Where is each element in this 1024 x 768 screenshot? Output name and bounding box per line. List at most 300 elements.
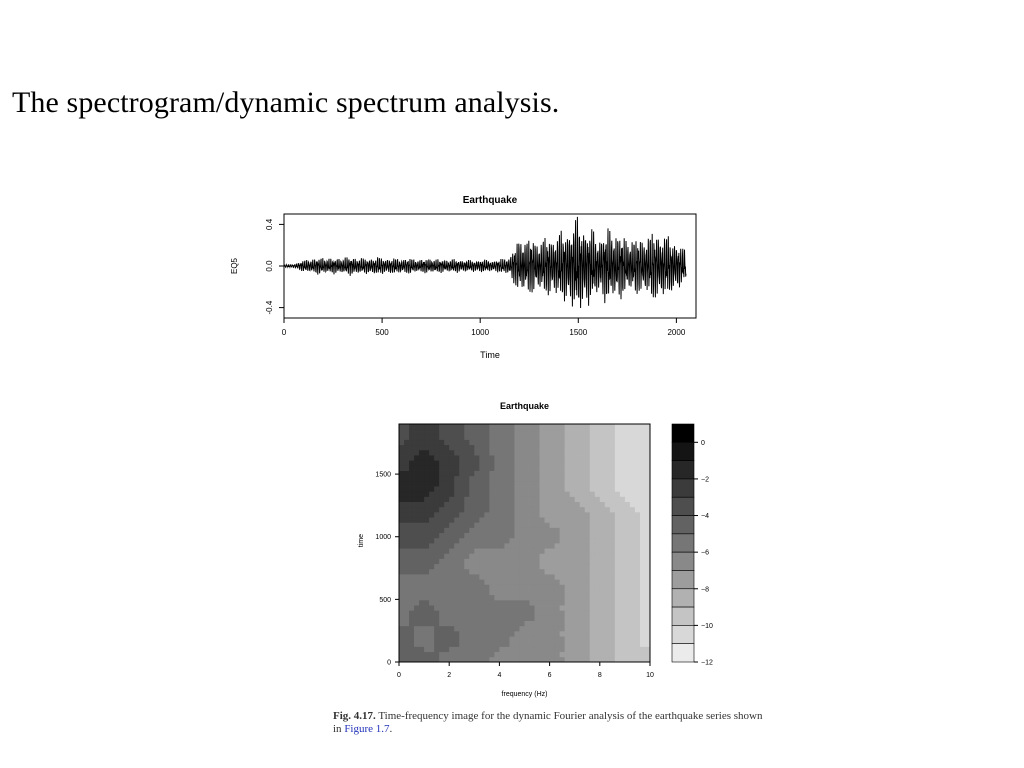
spectrogram-cell <box>630 522 635 528</box>
spectrogram-cell <box>504 595 509 601</box>
spectrogram-cell <box>630 496 635 502</box>
spectrogram-cell <box>434 652 439 658</box>
spectrogram-cell <box>540 579 545 585</box>
spectrogram-cell <box>620 631 625 637</box>
spectrogram-cell <box>489 559 494 565</box>
spectrogram-cell <box>635 636 640 642</box>
spectrogram-cell <box>519 621 524 627</box>
spectrogram-cell <box>414 533 419 539</box>
spectrogram-cell <box>580 600 585 606</box>
spectrogram-cell <box>570 527 575 533</box>
spectrogram-cell <box>419 579 424 585</box>
spectrogram-cell <box>565 543 570 549</box>
spectrogram-cell <box>519 465 524 471</box>
spectrogram-cell <box>550 636 555 642</box>
spectrogram-cell <box>454 533 459 539</box>
spectrogram-cell <box>514 543 519 549</box>
spectrogram-cell <box>424 636 429 642</box>
spectrogram-cell <box>474 595 479 601</box>
spectrogram-cell <box>424 533 429 539</box>
spectrogram-cell <box>479 481 484 487</box>
spectrogram-cell <box>640 491 645 497</box>
spectrogram-cell <box>464 538 469 544</box>
spectrogram-cell <box>530 600 535 606</box>
spectrogram-cell <box>454 424 459 430</box>
spectrogram-cell <box>519 564 524 570</box>
spectrogram-cell <box>474 434 479 440</box>
spectrogram-cell <box>399 502 404 508</box>
spectrogram-cell <box>469 595 474 601</box>
spectrogram-cell <box>414 584 419 590</box>
spectrogram-cell <box>514 610 519 616</box>
spectrogram-cell <box>640 465 645 471</box>
spectrogram-cell <box>499 502 504 508</box>
spectrogram-cell <box>434 522 439 528</box>
spectrogram-cell <box>494 522 499 528</box>
spectrogram-cell <box>595 652 600 658</box>
spectrogram-cell <box>519 533 524 539</box>
spectrogram-cell <box>434 434 439 440</box>
spectrogram-cell <box>610 424 615 430</box>
spectrogram-cell <box>600 460 605 466</box>
spectrogram-cell <box>630 512 635 518</box>
figure-caption <box>333 710 773 736</box>
spectrogram-cell <box>424 465 429 471</box>
spectrogram-cell <box>585 471 590 477</box>
spectrogram-cell <box>399 476 404 482</box>
spectrogram-cell <box>570 600 575 606</box>
spectrogram-cell <box>560 564 565 570</box>
spectrogram-cell <box>565 538 570 544</box>
spectrogram-cell <box>399 496 404 502</box>
spectrogram-cell <box>620 522 625 528</box>
spectrogram-cell <box>499 610 504 616</box>
spectrogram-cell <box>414 445 419 451</box>
spectrogram-cell <box>414 460 419 466</box>
spectrogram-cell <box>580 553 585 559</box>
spectrogram-cell <box>509 434 514 440</box>
spectrogram-cell <box>399 512 404 518</box>
spectrogram-cell <box>494 615 499 621</box>
spectrogram-cell <box>570 553 575 559</box>
spectrogram-cell <box>565 610 570 616</box>
spectrogram-cell <box>570 455 575 461</box>
spectrogram-cell <box>479 564 484 570</box>
spectrogram-cell <box>550 533 555 539</box>
spectrogram-cell <box>439 626 444 632</box>
spectrogram-cell <box>590 636 595 642</box>
spectrogram-cell <box>444 460 449 466</box>
spectrogram-cell <box>489 434 494 440</box>
spectrogram-cell <box>419 471 424 477</box>
spectrogram-cell <box>439 559 444 565</box>
spectrogram-cell <box>535 481 540 487</box>
spectrogram-cell <box>454 559 459 565</box>
spectrogram-cell <box>615 626 620 632</box>
spectrogram-cell <box>535 424 540 430</box>
spectrogram-cell <box>640 533 645 539</box>
spectrogram-cell <box>409 486 414 492</box>
spectrogram-cell <box>429 434 434 440</box>
spectrogram-cell <box>439 434 444 440</box>
spectrogram-cell <box>620 460 625 466</box>
spectrogram-cell <box>595 605 600 611</box>
spectrogram-cell <box>530 450 535 456</box>
spectrogram-cell <box>504 434 509 440</box>
spectrogram-cell <box>424 579 429 585</box>
spectrogram-cell <box>514 491 519 497</box>
spectrogram-cell <box>514 496 519 502</box>
spectrogram-cell <box>540 517 545 523</box>
spectrogram-cell <box>620 559 625 565</box>
spectrogram-cell <box>565 564 570 570</box>
spectrogram-cell <box>409 445 414 451</box>
spectrogram-cell <box>409 434 414 440</box>
spectrogram-cell <box>499 564 504 570</box>
spectrogram-cell <box>525 631 530 637</box>
spectrogram-cell <box>575 502 580 508</box>
spectrogram-cell <box>620 502 625 508</box>
x-tick-label: 4 <box>497 672 502 679</box>
spectrogram-cell <box>640 605 645 611</box>
spectrogram-cell <box>494 636 499 642</box>
spectrogram-cell <box>575 559 580 565</box>
spectrogram-cell <box>615 424 620 430</box>
spectrogram-cell <box>519 579 524 585</box>
spectrogram-cell <box>565 502 570 508</box>
spectrogram-cell <box>459 564 464 570</box>
spectrogram-cell <box>419 455 424 461</box>
spectrogram-cell <box>419 429 424 435</box>
spectrogram-cell <box>590 595 595 601</box>
spectrogram-cell <box>484 652 489 658</box>
spectrogram-cell <box>545 646 550 652</box>
x-tick-label: 0 <box>281 328 287 337</box>
spectrogram-cell <box>610 579 615 585</box>
spectrogram-cell <box>630 460 635 466</box>
spectrogram-cell <box>640 543 645 549</box>
spectrogram-cell <box>630 584 635 590</box>
spectrogram-cell <box>635 579 640 585</box>
spectrogram-cell <box>575 434 580 440</box>
spectrogram-cell <box>525 641 530 647</box>
spectrogram-cell <box>570 486 575 492</box>
spectrogram-cell <box>610 512 615 518</box>
spectrogram-cell <box>640 636 645 642</box>
spectrogram-cell <box>635 481 640 487</box>
spectrogram-cell <box>419 543 424 549</box>
spectrogram-cell <box>565 548 570 554</box>
spectrogram-cell <box>535 517 540 523</box>
spectrogram-cell <box>484 476 489 482</box>
colorbar-swatch <box>672 607 694 625</box>
spectrogram-cell <box>479 538 484 544</box>
spectrogram-cell <box>570 496 575 502</box>
spectrogram-cell <box>514 450 519 456</box>
spectrogram-cell <box>454 486 459 492</box>
spectrogram-cell <box>459 491 464 497</box>
spectrogram-cell <box>640 626 645 632</box>
spectrogram-cell <box>565 434 570 440</box>
spectrogram-cell <box>419 559 424 565</box>
spectrogram-cell <box>444 553 449 559</box>
spectrogram-cell <box>530 605 535 611</box>
spectrogram-cell <box>424 517 429 523</box>
spectrogram-cell <box>459 429 464 435</box>
spectrogram-cell <box>419 538 424 544</box>
spectrogram-cell <box>545 553 550 559</box>
spectrogram-cell <box>620 543 625 549</box>
spectrogram-cell <box>610 621 615 627</box>
spectrogram-cell <box>545 605 550 611</box>
spectrogram-cell <box>489 460 494 466</box>
spectrogram-cell <box>590 631 595 637</box>
spectrogram-cell <box>610 553 615 559</box>
spectrogram-cell <box>414 476 419 482</box>
spectrogram-cell <box>525 496 530 502</box>
spectrogram-cell <box>399 646 404 652</box>
spectrogram-cell <box>540 533 545 539</box>
spectrogram-cell <box>630 631 635 637</box>
spectrogram-cell <box>519 481 524 487</box>
spectrogram-cell <box>540 476 545 482</box>
spectrogram-cell <box>585 517 590 523</box>
spectrogram-cell <box>514 584 519 590</box>
spectrogram-cell <box>555 615 560 621</box>
spectrogram-cell <box>560 641 565 647</box>
spectrogram-cell <box>439 574 444 580</box>
spectrogram-cell <box>640 522 645 528</box>
spectrogram-cell <box>504 610 509 616</box>
spectrogram-cell <box>434 455 439 461</box>
spectrogram-cell <box>620 584 625 590</box>
spectrogram-cell <box>504 476 509 482</box>
spectrogram-cell <box>630 646 635 652</box>
spectrogram-cell <box>459 605 464 611</box>
spectrogram-cell <box>414 579 419 585</box>
spectrogram-cell <box>630 440 635 446</box>
spectrogram-cell <box>449 579 454 585</box>
spectrogram-cell <box>550 481 555 487</box>
spectrogram-cell <box>560 481 565 487</box>
spectrogram-cell <box>620 595 625 601</box>
spectrogram-cell <box>514 646 519 652</box>
slide-title: The spectrogram/dynamic spectrum analysis. <box>12 86 560 119</box>
spectrogram-cell <box>590 460 595 466</box>
spectrogram-cell <box>469 445 474 451</box>
spectrogram-cell <box>414 553 419 559</box>
spectrogram-cell <box>514 605 519 611</box>
spectrogram-cell <box>509 445 514 451</box>
spectrogram-cell <box>525 424 530 430</box>
spectrogram-cell <box>459 460 464 466</box>
spectrogram-cell <box>525 502 530 508</box>
spectrogram-cell <box>459 434 464 440</box>
spectrogram-cell <box>489 621 494 627</box>
spectrogram-cell <box>449 595 454 601</box>
spectrogram-cell <box>464 569 469 575</box>
spectrogram-cell <box>519 636 524 642</box>
spectrogram-cell <box>464 445 469 451</box>
spectrogram-cell <box>464 652 469 658</box>
spectrogram-cell <box>454 445 459 451</box>
spectrogram-cell <box>610 538 615 544</box>
spectrogram-cell <box>444 579 449 585</box>
spectrogram-cell <box>625 652 630 658</box>
spectrogram-cell <box>625 527 630 533</box>
x-tick-label: 6 <box>547 672 552 679</box>
spectrogram-cell <box>600 574 605 580</box>
spectrogram-cell <box>504 522 509 528</box>
spectrogram-cell <box>514 621 519 627</box>
spectrogram-cell <box>635 605 640 611</box>
spectrogram-cell <box>600 481 605 487</box>
spectrogram-cell <box>595 465 600 471</box>
spectrogram-cell <box>620 564 625 570</box>
spectrogram-cell <box>620 569 625 575</box>
spectrogram-cell <box>560 636 565 642</box>
spectrogram-cell <box>494 610 499 616</box>
spectrogram-cell <box>399 621 404 627</box>
spectrogram-cell <box>399 652 404 658</box>
spectrogram-cell <box>530 584 535 590</box>
spectrogram-cell <box>595 584 600 590</box>
spectrogram-cell <box>469 600 474 606</box>
spectrogram-cell <box>464 429 469 435</box>
spectrogram-cell <box>625 434 630 440</box>
spectrogram-cell <box>625 574 630 580</box>
spectrogram-cell <box>429 600 434 606</box>
spectrogram-cell <box>525 455 530 461</box>
spectrogram-cell <box>580 455 585 461</box>
spectrogram-cell <box>439 533 444 539</box>
spectrogram-cell <box>570 471 575 477</box>
spectrogram-cell <box>459 595 464 601</box>
spectrogram-cell <box>449 543 454 549</box>
spectrogram-cell <box>504 507 509 513</box>
spectrogram-cell <box>439 522 444 528</box>
spectrogram-cell <box>509 600 514 606</box>
chart-title: Earthquake <box>462 195 518 206</box>
spectrogram-cell <box>519 440 524 446</box>
spectrogram-cell <box>615 455 620 461</box>
spectrogram-cell <box>640 517 645 523</box>
spectrogram-cell <box>439 502 444 508</box>
spectrogram-cell <box>419 424 424 430</box>
spectrogram-cell <box>489 584 494 590</box>
spectrogram-cell <box>454 590 459 596</box>
spectrogram-cell <box>580 522 585 528</box>
spectrogram-cell <box>454 491 459 497</box>
spectrogram-cell <box>404 543 409 549</box>
spectrogram-cell <box>489 548 494 554</box>
spectrogram-cell <box>519 652 524 658</box>
spectrogram-cell <box>494 631 499 637</box>
spectrogram-cell <box>404 496 409 502</box>
spectrogram-cell <box>585 641 590 647</box>
spectrogram-cell <box>610 564 615 570</box>
spectrogram-cell <box>590 471 595 477</box>
spectrogram-cell <box>575 636 580 642</box>
spectrogram-cell <box>585 502 590 508</box>
figure-reference-link[interactable]: Figure 1.7 <box>344 723 390 735</box>
spectrogram-cell <box>640 507 645 513</box>
spectrogram-cell <box>530 559 535 565</box>
spectrogram-cell <box>434 636 439 642</box>
spectrogram-cell <box>464 636 469 642</box>
spectrogram-cell <box>580 584 585 590</box>
spectrogram-cell <box>489 636 494 642</box>
spectrogram-cell <box>469 574 474 580</box>
spectrogram-cell <box>504 615 509 621</box>
spectrogram-cell <box>635 595 640 601</box>
spectrogram-cell <box>630 543 635 549</box>
spectrogram-cell <box>499 600 504 606</box>
earthquake-timeseries-chart <box>222 188 712 366</box>
spectrogram-cell <box>479 496 484 502</box>
spectrogram-cell <box>454 471 459 477</box>
spectrogram-cell <box>514 481 519 487</box>
spectrogram-cell <box>459 626 464 632</box>
spectrogram-cell <box>479 517 484 523</box>
spectrogram-cell <box>474 486 479 492</box>
colorbar-tick-label: −10 <box>701 622 713 630</box>
spectrogram-cell <box>499 476 504 482</box>
spectrogram-cell <box>519 559 524 565</box>
spectrogram-cell <box>595 548 600 554</box>
spectrogram-cell <box>580 543 585 549</box>
spectrogram-cell <box>540 631 545 637</box>
spectrogram-cell <box>600 595 605 601</box>
spectrogram-cell <box>399 471 404 477</box>
spectrogram-cell <box>454 538 459 544</box>
spectrogram-cell <box>474 626 479 632</box>
spectrogram-cell <box>585 440 590 446</box>
spectrogram-cell <box>595 527 600 533</box>
spectrogram-cell <box>464 491 469 497</box>
spectrogram-cell <box>540 636 545 642</box>
spectrogram-cell <box>469 652 474 658</box>
spectrogram-cell <box>640 569 645 575</box>
spectrogram-cell <box>514 440 519 446</box>
spectrogram-cell <box>570 507 575 513</box>
spectrogram-cell <box>545 522 550 528</box>
spectrogram-cell <box>399 460 404 466</box>
figure-caption-label: Fig. 4.17. <box>333 710 376 722</box>
spectrogram-cell <box>499 569 504 575</box>
spectrogram-cell <box>399 631 404 637</box>
spectrogram-cell <box>414 471 419 477</box>
spectrogram-cell <box>600 621 605 627</box>
spectrogram-cell <box>570 434 575 440</box>
spectrogram-cell <box>439 450 444 456</box>
spectrogram-cell <box>595 646 600 652</box>
spectrogram-cell <box>404 590 409 596</box>
spectrogram-cell <box>640 538 645 544</box>
spectrogram-cell <box>459 486 464 492</box>
y-tick-label: -0.4 <box>265 300 274 315</box>
spectrogram-cell <box>555 527 560 533</box>
spectrogram-cell <box>585 646 590 652</box>
spectrogram-cell <box>630 538 635 544</box>
spectrogram-cell <box>605 502 610 508</box>
spectrogram-cell <box>560 600 565 606</box>
spectrogram-cell <box>590 445 595 451</box>
spectrogram-cell <box>545 595 550 601</box>
spectrogram-cell <box>414 429 419 435</box>
spectrogram-cell <box>595 491 600 497</box>
spectrogram-cell <box>489 481 494 487</box>
